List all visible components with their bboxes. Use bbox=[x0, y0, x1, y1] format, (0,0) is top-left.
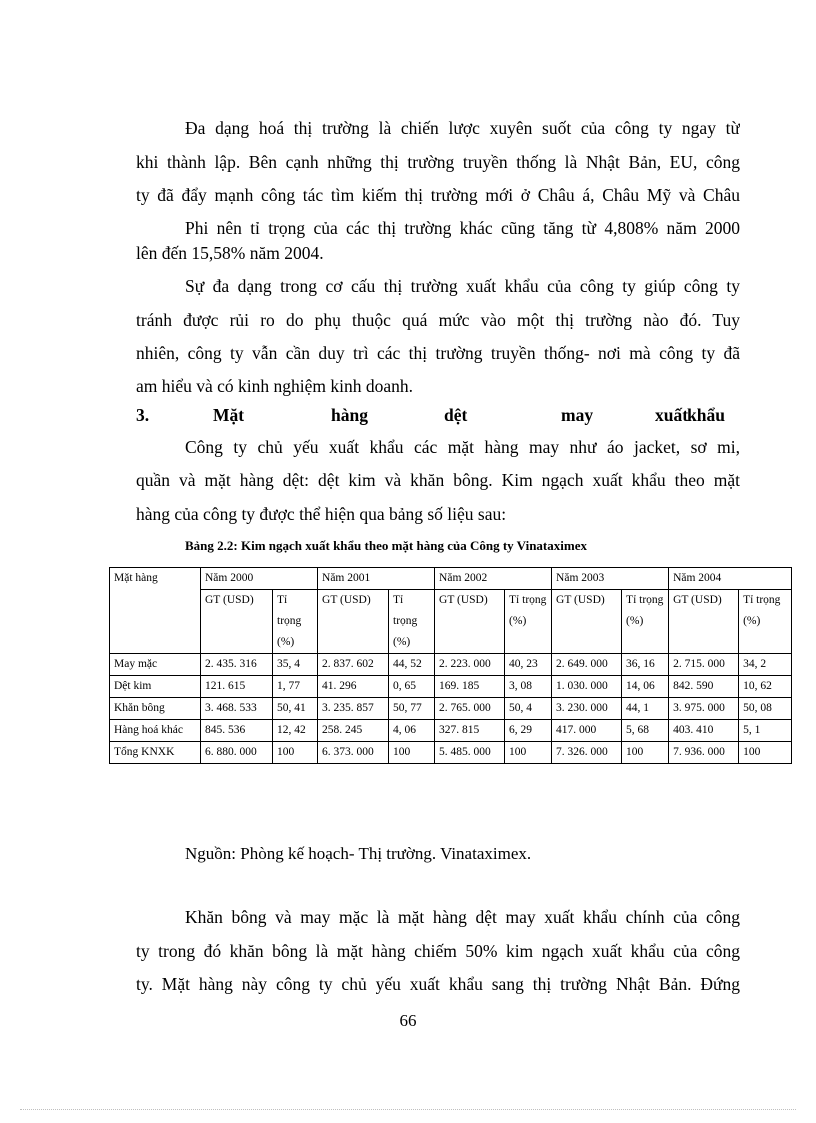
table-cell: 7. 326. 000 bbox=[552, 742, 622, 764]
page-bottom-divider bbox=[20, 1109, 796, 1110]
share-subheader: Tỉ trọng (%) bbox=[739, 590, 792, 654]
section-heading bbox=[136, 403, 742, 427]
year-header: Năm 2001 bbox=[318, 568, 435, 590]
value-subheader: GT (USD) bbox=[201, 590, 273, 654]
table-cell: 2. 649. 000 bbox=[552, 654, 622, 676]
table-cell: 40, 23 bbox=[505, 654, 552, 676]
table-cell: 842. 590 bbox=[669, 676, 739, 698]
table-cell: 34, 2 bbox=[739, 654, 792, 676]
table-cell: 2. 765. 000 bbox=[435, 698, 505, 720]
body-text-line: hàng của công ty được thể hiện qua bảng số liệu sau: bbox=[136, 504, 507, 524]
table-cell: 10, 62 bbox=[739, 676, 792, 698]
heading-word: Mặt bbox=[213, 405, 245, 425]
table-row bbox=[110, 698, 792, 720]
table-cell: 417. 000 bbox=[552, 720, 622, 742]
table-cell: 100 bbox=[389, 742, 435, 764]
table-cell: 50, 4 bbox=[505, 698, 552, 720]
table-cell: 5, 1 bbox=[739, 720, 792, 742]
year-header: Năm 2003 bbox=[552, 568, 669, 590]
heading-word: hàng bbox=[331, 405, 368, 425]
table-cell: 2. 837. 602 bbox=[318, 654, 389, 676]
table-cell: 7. 936. 000 bbox=[669, 742, 739, 764]
section-number: 3. bbox=[136, 405, 150, 425]
table-cell: 35, 4 bbox=[273, 654, 318, 676]
heading-word: may bbox=[561, 405, 594, 425]
column-header: Mặt hàng bbox=[110, 568, 201, 654]
table-cell: 3. 468. 533 bbox=[201, 698, 273, 720]
body-text-line: ty. Mặt hàng này công ty chủ yếu xuất khẩu sang thị trường Nhật Bản. Đứng bbox=[136, 974, 740, 994]
table-cell: 44, 52 bbox=[389, 654, 435, 676]
table-header-row bbox=[110, 568, 792, 590]
year-header: Năm 2000 bbox=[201, 568, 318, 590]
table-cell: 2. 223. 000 bbox=[435, 654, 505, 676]
body-text-line: Công ty chủ yếu xuất khẩu các mặt hàng may như áo jacket, sơ mi, bbox=[185, 437, 740, 457]
table-cell: 4, 06 bbox=[389, 720, 435, 742]
table-cell: 845. 536 bbox=[201, 720, 273, 742]
table-cell: 2. 715. 000 bbox=[669, 654, 739, 676]
table-cell: 3. 975. 000 bbox=[669, 698, 739, 720]
body-text-line: am hiểu và có kinh nghiệm kinh doanh. bbox=[136, 376, 414, 396]
table-row-total bbox=[110, 742, 792, 764]
share-subheader: Tỉ trọng (%) bbox=[389, 590, 435, 654]
table-cell: 0, 65 bbox=[389, 676, 435, 698]
value-subheader: GT (USD) bbox=[318, 590, 389, 654]
row-label: Hàng hoá khác bbox=[110, 720, 201, 742]
table-cell: 41. 296 bbox=[318, 676, 389, 698]
table-cell: 3, 08 bbox=[505, 676, 552, 698]
body-text-line: khi thành lập. Bên cạnh những thị trường truyền thống là Nhật Bản, EU, công bbox=[136, 152, 740, 172]
body-text-line: nhiên, công ty vẫn cần duy trì các thị trường truyền thống- nơi mà công ty đã bbox=[136, 343, 740, 363]
table-row bbox=[110, 676, 792, 698]
body-text-line: Khăn bông và may mặc là mặt hàng dệt may xuất khẩu chính của công bbox=[185, 907, 740, 927]
share-subheader: Tỉ trọng (%) bbox=[622, 590, 669, 654]
year-header: Năm 2002 bbox=[435, 568, 552, 590]
heading-word: xuất bbox=[655, 405, 689, 425]
table-cell: 100 bbox=[505, 742, 552, 764]
table-cell: 50, 41 bbox=[273, 698, 318, 720]
table-cell: 169. 185 bbox=[435, 676, 505, 698]
share-subheader: Tỉ trọng (%) bbox=[273, 590, 318, 654]
value-subheader: GT (USD) bbox=[435, 590, 505, 654]
table-cell: 3. 235. 857 bbox=[318, 698, 389, 720]
body-text-line: Phi nên tỉ trọng của các thị trường khác cũng tăng từ 4,808% năm 2000 bbox=[185, 218, 740, 238]
table-cell: 327. 815 bbox=[435, 720, 505, 742]
year-header: Năm 2004 bbox=[669, 568, 792, 590]
table-row bbox=[110, 654, 792, 676]
table-cell: 3. 230. 000 bbox=[552, 698, 622, 720]
body-text-line: ty trong đó khăn bông là mặt hàng chiếm 50% kim ngạch xuất khẩu của công bbox=[136, 941, 740, 961]
table-cell: 12, 42 bbox=[273, 720, 318, 742]
heading-word: dệt bbox=[444, 405, 468, 425]
value-subheader: GT (USD) bbox=[552, 590, 622, 654]
body-text-line: lên đến 15,58% năm 2004. bbox=[136, 243, 324, 263]
table-caption: Bảng 2.2: Kim ngạch xuất khẩu theo mặt hàng của Công ty Vinataximex bbox=[185, 538, 587, 553]
table-cell: 121. 615 bbox=[201, 676, 273, 698]
table-cell: 1. 030. 000 bbox=[552, 676, 622, 698]
share-subheader: Tỉ trọng (%) bbox=[505, 590, 552, 654]
table-cell: 1, 77 bbox=[273, 676, 318, 698]
heading-word: khẩu bbox=[687, 405, 725, 425]
page-number: 66 bbox=[399, 1011, 417, 1030]
row-label: May mặc bbox=[110, 654, 201, 676]
table-cell: 6, 29 bbox=[505, 720, 552, 742]
table-cell: 2. 435. 316 bbox=[201, 654, 273, 676]
table-cell: 14, 06 bbox=[622, 676, 669, 698]
table-row bbox=[110, 720, 792, 742]
body-text-line: quần và mặt hàng dệt: dệt kim và khăn bông. Kim ngạch xuất khẩu theo mặt bbox=[136, 470, 740, 490]
table-subheader-row bbox=[110, 590, 792, 654]
row-label: Khăn bông bbox=[110, 698, 201, 720]
row-label: Dệt kim bbox=[110, 676, 201, 698]
table-cell: 5. 485. 000 bbox=[435, 742, 505, 764]
table-cell: 6. 880. 000 bbox=[201, 742, 273, 764]
table-cell: 403. 410 bbox=[669, 720, 739, 742]
row-label: Tổng KNXK bbox=[110, 742, 201, 764]
body-text-line: Sự đa dạng trong cơ cấu thị trường xuất khẩu của công ty giúp công ty bbox=[185, 276, 740, 296]
body-text-line: ty đã đẩy mạnh công tác tìm kiếm thị trường mới ở Châu á, Châu Mỹ và Châu bbox=[136, 185, 740, 205]
table-cell: 44, 1 bbox=[622, 698, 669, 720]
table-cell: 100 bbox=[739, 742, 792, 764]
body-text-line: Đa dạng hoá thị trường là chiến lược xuyên suốt của công ty ngay từ bbox=[185, 118, 740, 138]
table-cell: 258. 245 bbox=[318, 720, 389, 742]
value-subheader: GT (USD) bbox=[669, 590, 739, 654]
export-turnover-table bbox=[109, 567, 792, 764]
source-note: Nguồn: Phòng kế hoạch- Thị trường. Vinataximex. bbox=[185, 844, 532, 863]
body-text-line: tránh được rủi ro do phụ thuộc quá mức vào một thị trường nào đó. Tuy bbox=[136, 310, 740, 330]
table-cell: 100 bbox=[622, 742, 669, 764]
table-cell: 5, 68 bbox=[622, 720, 669, 742]
table-cell: 50, 08 bbox=[739, 698, 792, 720]
table-cell: 36, 16 bbox=[622, 654, 669, 676]
table-cell: 6. 373. 000 bbox=[318, 742, 389, 764]
table-cell: 100 bbox=[273, 742, 318, 764]
table-cell: 50, 77 bbox=[389, 698, 435, 720]
